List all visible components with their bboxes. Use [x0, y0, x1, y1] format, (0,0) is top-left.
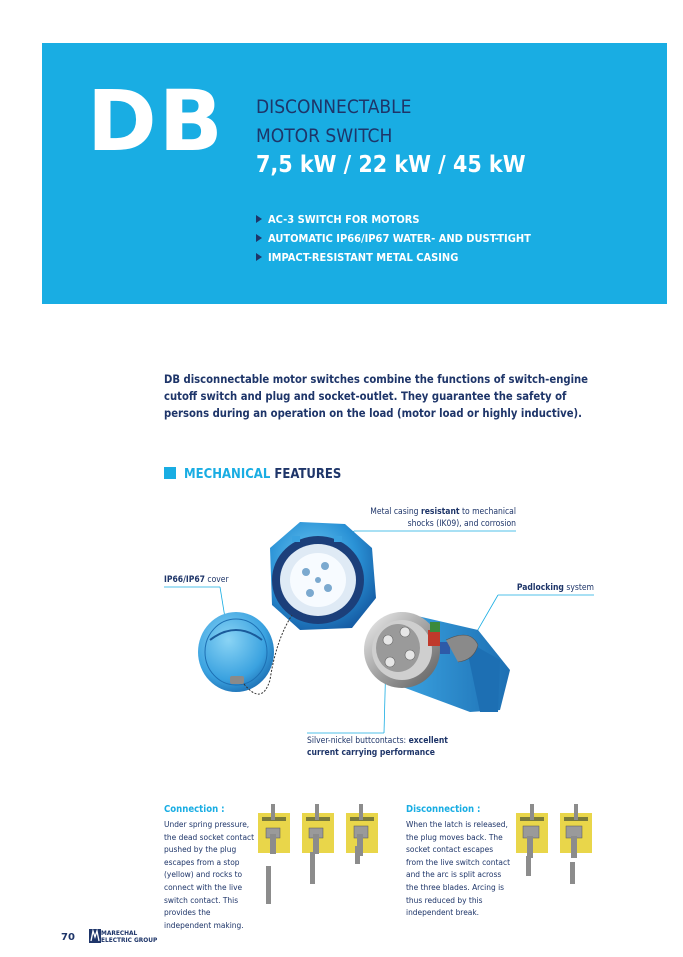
- marechal-logo-icon: [89, 929, 101, 943]
- intro-paragraph: DB disconnectable motor switches combine the functions of switch-engine cutoff switch and plug and socket-outlet. They guarantee the safety of persons during an operation on the load (motor load or highly inductive).: [164, 373, 589, 420]
- mechanism-diagram: [258, 804, 290, 904]
- title-line-2: MOTOR SWITCH: [256, 125, 393, 147]
- label-ip-cover: IP66/IP67 cover: [164, 575, 229, 585]
- plug: [364, 612, 510, 712]
- brand-name: MARECHAL ELECTRIC GROUP: [101, 929, 158, 944]
- heading-rest: FEATURES: [274, 467, 342, 482]
- disconnection-text: When the latch is released, the plug moves back. The socket contact escapes from the live switch contact and the arc is split across the three blades. Arcing is thus reduced by this independent break.: [406, 819, 510, 918]
- connection-diagrams: [258, 804, 378, 904]
- label-silver-contacts: Silver-nickel buttcontacts: excellent current carrying performance: [307, 736, 448, 758]
- label-padlocking: Padlocking system: [516, 583, 594, 593]
- socket-outlet: [270, 522, 376, 630]
- ratings-title: 7,5 kW / 22 kW / 45 kW: [256, 152, 526, 178]
- mechanism-diagram: [302, 804, 334, 884]
- title-line-1: DISCONNECTABLE: [256, 96, 412, 118]
- label-metal-casing: Metal casing resistant to mechanical shocks (IK09), and corrosion: [370, 507, 516, 529]
- connection-text: Under spring pressure, the dead socket contact pushed by the plug escapes from a stop (yellow) and rocks to connect with the live switch contact. This provides the independent making.: [164, 819, 255, 930]
- bullet-text: AC-3 SWITCH FOR MOTORS: [268, 213, 420, 226]
- db-logo: DB: [87, 72, 225, 170]
- heading-highlight: MECHANICAL: [184, 467, 271, 482]
- disconnection-title: Disconnection :: [406, 804, 481, 815]
- page-number: 70: [61, 932, 75, 943]
- bullet-text: AUTOMATIC IP66/IP67 WATER- AND DUST-TIGHT: [268, 232, 531, 245]
- connection-title: Connection :: [164, 804, 225, 815]
- bullet-text: IMPACT-RESISTANT METAL CASING: [268, 251, 459, 264]
- mechanism-diagram: [346, 804, 378, 864]
- mechanism-diagram: [516, 804, 548, 876]
- mechanism-diagram: [560, 804, 592, 884]
- disconnection-diagrams: [516, 804, 592, 884]
- ip-cover: [198, 612, 292, 694]
